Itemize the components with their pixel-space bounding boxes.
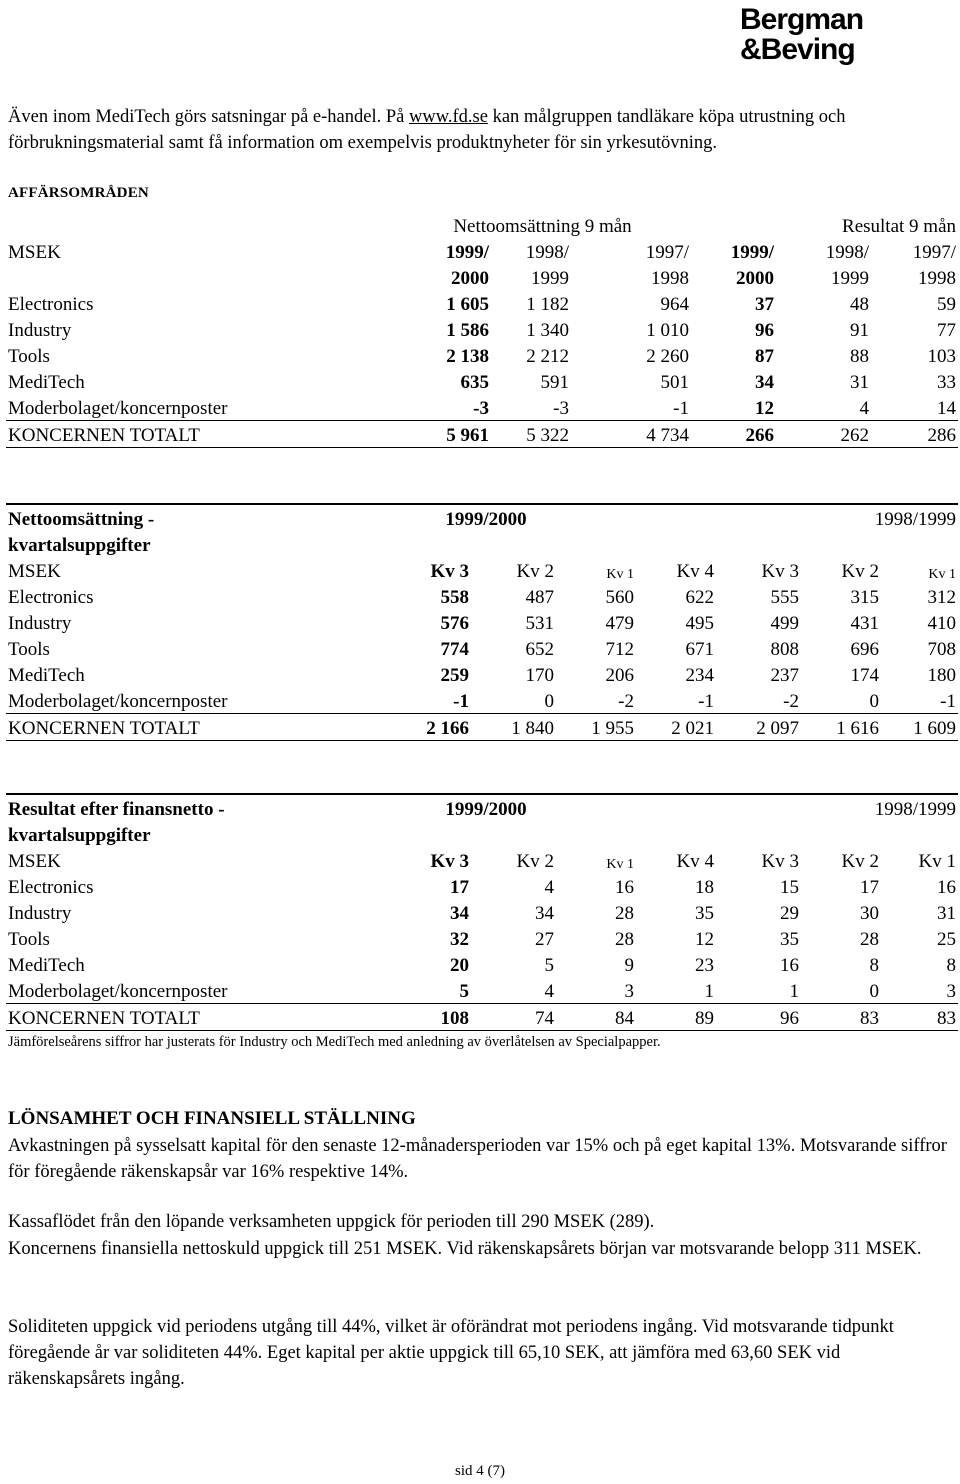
- netto-subtitle-row: [6, 531, 958, 557]
- netto-period-current: 1999/2000: [336, 504, 636, 531]
- resultat-subtitle: kvartalsuppgifter: [8, 825, 151, 846]
- resultat-period-previous: 1998/1999: [801, 794, 958, 821]
- row-label: Moderbolaget/koncernposter: [8, 981, 228, 1002]
- table-cell: 558: [440, 587, 469, 608]
- table-cell: 712: [605, 639, 634, 660]
- table-cell: 262: [776, 421, 871, 448]
- year-top: 1998/: [525, 242, 569, 263]
- table-cell: -2: [783, 691, 799, 712]
- row-label: MediTech: [8, 955, 85, 976]
- table-cell: -3: [553, 398, 569, 419]
- total-row: [6, 714, 958, 741]
- table-cell: 495: [685, 613, 714, 634]
- table-row: [6, 368, 958, 394]
- table-cell: 560: [605, 587, 634, 608]
- year-top: 1999/: [445, 242, 489, 263]
- table-cell: 84: [556, 1004, 636, 1031]
- row-label: MediTech: [8, 665, 85, 686]
- table-cell: 174: [850, 665, 879, 686]
- table-cell: 5 322: [491, 421, 571, 448]
- year-bottom-row: [6, 264, 958, 290]
- netto-kvartal-table: [6, 503, 958, 741]
- table-cell: 18: [695, 877, 714, 898]
- row-label: MediTech: [8, 372, 85, 393]
- table-cell: 3: [624, 981, 634, 1002]
- table-row: [6, 899, 958, 925]
- paragraph-nettoskuld: Koncernens finansiella nettoskuld uppgick till 251 MSEK. Vid räkenskapsårets början var motsvarande belopp 311 MSEK.: [8, 1239, 922, 1259]
- table-cell: -2: [618, 691, 634, 712]
- table-cell: 8: [946, 955, 956, 976]
- table-cell: 32: [450, 929, 469, 950]
- table-cell: 431: [850, 613, 879, 634]
- affarsomraden-table: [6, 212, 958, 448]
- table-cell: -1: [673, 398, 689, 419]
- row-label: KONCERNEN TOTALT: [6, 1004, 336, 1031]
- table-cell: 576: [440, 613, 469, 634]
- table-cell: 708: [927, 639, 956, 660]
- netto-subtitle: kvartalsuppgifter: [8, 535, 151, 556]
- table-cell: 88: [850, 346, 869, 367]
- total-row: [6, 1004, 958, 1031]
- row-label: Tools: [8, 346, 50, 367]
- quarter-header: Kv 3: [430, 561, 469, 582]
- table-cell: 622: [685, 587, 714, 608]
- year-top-row: [6, 238, 958, 264]
- total-row: [6, 421, 958, 448]
- table-cell: 77: [937, 320, 956, 341]
- quarter-header: Kv 2: [516, 851, 554, 872]
- table-cell: 0: [869, 981, 879, 1002]
- table-cell: 180: [927, 665, 956, 686]
- quarter-header: Kv 4: [676, 851, 714, 872]
- row-label: Moderbolaget/koncernposter: [8, 398, 228, 419]
- table-cell: 0: [544, 691, 554, 712]
- logo-line-2: &Beving: [740, 33, 855, 66]
- group-header-row: [6, 212, 958, 238]
- year-bottom: 1998: [918, 268, 956, 289]
- group-resultat-header: Resultat 9 mån: [842, 216, 956, 237]
- paragraph-avkastning: Avkastningen på sysselsatt kapital för den senaste 12-månadersperioden var 15% och på eget kapital 13%. Motsvarande siffror för föregående räkenskapsår var 16% respektive 14%.: [8, 1136, 947, 1182]
- table-row: [6, 951, 958, 977]
- msek-label: MSEK: [8, 851, 61, 872]
- table-cell: 28: [860, 929, 879, 950]
- intro-text-before: Även inom MediTech görs satsningar på e-handel. På: [8, 107, 409, 127]
- affarsomraden-heading: AFFÄRSOMRÅDEN: [8, 185, 149, 201]
- table-cell: -3: [473, 398, 489, 419]
- table-cell: 206: [605, 665, 634, 686]
- table-cell: 33: [937, 372, 956, 393]
- table-row: [6, 394, 958, 421]
- quarter-header: Kv 1: [918, 851, 956, 872]
- table-cell: 74: [471, 1004, 556, 1031]
- row-label: Tools: [8, 639, 50, 660]
- table-cell: 4: [544, 981, 554, 1002]
- table-cell: -1: [940, 691, 956, 712]
- table-cell: 35: [695, 903, 714, 924]
- table-cell: 34: [535, 903, 554, 924]
- table-cell: 87: [755, 346, 774, 367]
- year-bottom: 1999: [831, 268, 869, 289]
- table-row: [6, 873, 958, 899]
- row-label: Electronics: [8, 877, 94, 898]
- table-cell: 5 961: [336, 421, 491, 448]
- table-cell: 671: [685, 639, 714, 660]
- table-cell: 83: [801, 1004, 881, 1031]
- table-cell: 2 212: [526, 346, 569, 367]
- table-row: [6, 316, 958, 342]
- table-cell: 1 010: [646, 320, 689, 341]
- resultat-title-row: [6, 794, 958, 821]
- table-cell: 1 955: [556, 714, 636, 741]
- table-cell: 16: [615, 877, 634, 898]
- quarter-header: Kv 1: [928, 567, 956, 582]
- table-cell: 487: [525, 587, 554, 608]
- table-cell: 1 840: [471, 714, 556, 741]
- table-cell: 2 166: [336, 714, 471, 741]
- company-logo: [740, 5, 910, 69]
- table-cell: 34: [450, 903, 469, 924]
- table-cell: 12: [755, 398, 774, 419]
- table-cell: -1: [453, 691, 469, 712]
- table-cell: 1 616: [801, 714, 881, 741]
- quarter-header: Kv 2: [516, 561, 554, 582]
- paragraph-soliditet: Soliditeten uppgick vid periodens utgång till 44%, vilket är oförändrat mot periodens ingång. Vid motsvarande tidpunkt föregående år var soliditeten 44%. Eget kapital per aktie uppgick till 65,10 SEK, att jämföra med 63,60 SEK vid räkenskapsårets ingång.: [8, 1317, 894, 1389]
- row-label: Tools: [8, 929, 50, 950]
- table-cell: 410: [927, 613, 956, 634]
- row-label: Industry: [8, 320, 72, 341]
- table-cell: 1 340: [526, 320, 569, 341]
- table-cell: 1: [789, 981, 799, 1002]
- table-cell: 2 138: [446, 346, 489, 367]
- netto-quarter-row: [6, 557, 958, 583]
- table-cell: -1: [698, 691, 714, 712]
- resultat-subtitle-row: [6, 821, 958, 847]
- intro-text-after: kan målgruppen tandläkare köpa utrustning och förbrukningsmaterial samt få information om exempelvis produktnyheter för sin yrkesutövning.: [8, 107, 846, 153]
- table-cell: 15: [780, 877, 799, 898]
- quarter-header: Kv 3: [761, 561, 799, 582]
- table-cell: 23: [695, 955, 714, 976]
- paragraph-kassaflode: Kassaflödet från den löpande verksamheten uppgick för perioden till 290 MSEK (289).: [8, 1212, 655, 1232]
- table-row: [6, 661, 958, 687]
- table-cell: 59: [937, 294, 956, 315]
- quarter-header: Kv 1: [606, 857, 634, 872]
- row-label: Industry: [8, 903, 72, 924]
- table-cell: 531: [525, 613, 554, 634]
- table-cell: 3: [946, 981, 956, 1002]
- table-row: [6, 290, 958, 316]
- table-cell: 4: [544, 877, 554, 898]
- table-cell: 555: [770, 587, 799, 608]
- table-cell: 964: [660, 294, 689, 315]
- table-cell: 5: [459, 981, 469, 1002]
- table-cell: 1 609: [881, 714, 958, 741]
- website-link[interactable]: www.fd.se: [408, 107, 488, 127]
- resultat-kvartal-table: [6, 793, 958, 1031]
- footnote: Jämförelseårens siffror har justerats för Industry och MediTech med anledning av överlåtelsen av Specialpapper.: [8, 1034, 661, 1050]
- resultat-quarter-row: [6, 847, 958, 873]
- page-number: sid 4 (7): [455, 1463, 505, 1479]
- table-cell: 1 605: [446, 294, 489, 315]
- table-cell: 259: [440, 665, 469, 686]
- table-cell: 83: [881, 1004, 958, 1031]
- table-cell: 12: [695, 929, 714, 950]
- table-cell: 17: [450, 877, 469, 898]
- table-cell: 103: [927, 346, 956, 367]
- msek-label: MSEK: [8, 561, 61, 582]
- table-cell: 266: [691, 421, 776, 448]
- year-top: 1997/: [645, 242, 689, 263]
- table-row: [6, 609, 958, 635]
- year-bottom: 2000: [736, 268, 774, 289]
- year-top: 1997/: [912, 242, 956, 263]
- year-top: 1998/: [825, 242, 869, 263]
- table-cell: 1 182: [526, 294, 569, 315]
- table-cell: 91: [850, 320, 869, 341]
- msek-label: MSEK: [8, 242, 61, 263]
- row-label: Moderbolaget/koncernposter: [8, 691, 228, 712]
- table-cell: 108: [336, 1004, 471, 1031]
- table-cell: 14: [937, 398, 956, 419]
- table-cell: 35: [780, 929, 799, 950]
- table-cell: 652: [525, 639, 554, 660]
- table-row: [6, 583, 958, 609]
- lonsamhet-heading: LÖNSAMHET OCH FINANSIELL STÄLLNING: [8, 1108, 416, 1129]
- year-bottom: 1998: [651, 268, 689, 289]
- table-cell: 17: [860, 877, 879, 898]
- table-cell: 4 734: [571, 421, 691, 448]
- table-cell: 28: [615, 903, 634, 924]
- table-cell: 37: [755, 294, 774, 315]
- table-cell: 28: [615, 929, 634, 950]
- table-cell: 30: [860, 903, 879, 924]
- table-cell: 170: [525, 665, 554, 686]
- table-cell: 315: [850, 587, 879, 608]
- quarter-header: Kv 1: [606, 567, 634, 582]
- table-cell: 8: [869, 955, 879, 976]
- table-cell: 31: [850, 372, 869, 393]
- netto-period-previous: 1998/1999: [801, 504, 958, 531]
- quarter-header: Kv 3: [761, 851, 799, 872]
- table-cell: 9: [624, 955, 634, 976]
- table-cell: 16: [780, 955, 799, 976]
- table-row: [6, 925, 958, 951]
- table-cell: 0: [869, 691, 879, 712]
- table-cell: 312: [927, 587, 956, 608]
- table-cell: 31: [937, 903, 956, 924]
- table-cell: 808: [770, 639, 799, 660]
- netto-title-row: [6, 504, 958, 531]
- year-bottom: 2000: [451, 268, 489, 289]
- row-label: KONCERNEN TOTALT: [6, 421, 336, 448]
- table-cell: 5: [544, 955, 554, 976]
- resultat-period-current: 1999/2000: [336, 794, 636, 821]
- table-row: [6, 977, 958, 1004]
- table-cell: 234: [685, 665, 714, 686]
- table-cell: 48: [850, 294, 869, 315]
- intro-paragraph: [8, 104, 953, 156]
- table-cell: 1: [704, 981, 714, 1002]
- table-cell: 4: [859, 398, 869, 419]
- table-cell: 2 097: [716, 714, 801, 741]
- row-label: Industry: [8, 613, 72, 634]
- table-cell: 27: [535, 929, 554, 950]
- quarter-header: Kv 2: [841, 851, 879, 872]
- table-cell: 2 260: [646, 346, 689, 367]
- table-cell: 479: [605, 613, 634, 634]
- table-cell: 20: [450, 955, 469, 976]
- quarter-header: Kv 3: [430, 851, 469, 872]
- table-row: [6, 687, 958, 714]
- table-cell: 34: [755, 372, 774, 393]
- table-cell: 499: [770, 613, 799, 634]
- year-top: 1999/: [730, 242, 774, 263]
- row-label: Electronics: [8, 294, 94, 315]
- table-cell: 1 586: [446, 320, 489, 341]
- group-netto-header: Nettoomsättning 9 mån: [453, 216, 632, 237]
- table-row: [6, 342, 958, 368]
- table-cell: 96: [716, 1004, 801, 1031]
- table-cell: 635: [460, 372, 489, 393]
- table-cell: 29: [780, 903, 799, 924]
- table-row: [6, 635, 958, 661]
- table-cell: 774: [440, 639, 469, 660]
- year-bottom: 1999: [531, 268, 569, 289]
- logo-line-1: Bergman: [740, 3, 864, 36]
- row-label: Electronics: [8, 587, 94, 608]
- row-label: KONCERNEN TOTALT: [6, 714, 336, 741]
- resultat-title: Resultat efter finansnetto -: [6, 794, 336, 821]
- netto-title: Nettoomsättning -: [6, 504, 336, 531]
- table-cell: 591: [540, 372, 569, 393]
- quarter-header: Kv 4: [676, 561, 714, 582]
- table-cell: 286: [871, 421, 958, 448]
- table-cell: 89: [636, 1004, 716, 1031]
- table-cell: 16: [937, 877, 956, 898]
- table-cell: 96: [755, 320, 774, 341]
- table-cell: 2 021: [636, 714, 716, 741]
- quarter-header: Kv 2: [841, 561, 879, 582]
- table-cell: 501: [660, 372, 689, 393]
- table-cell: 696: [850, 639, 879, 660]
- table-cell: 237: [770, 665, 799, 686]
- table-cell: 25: [937, 929, 956, 950]
